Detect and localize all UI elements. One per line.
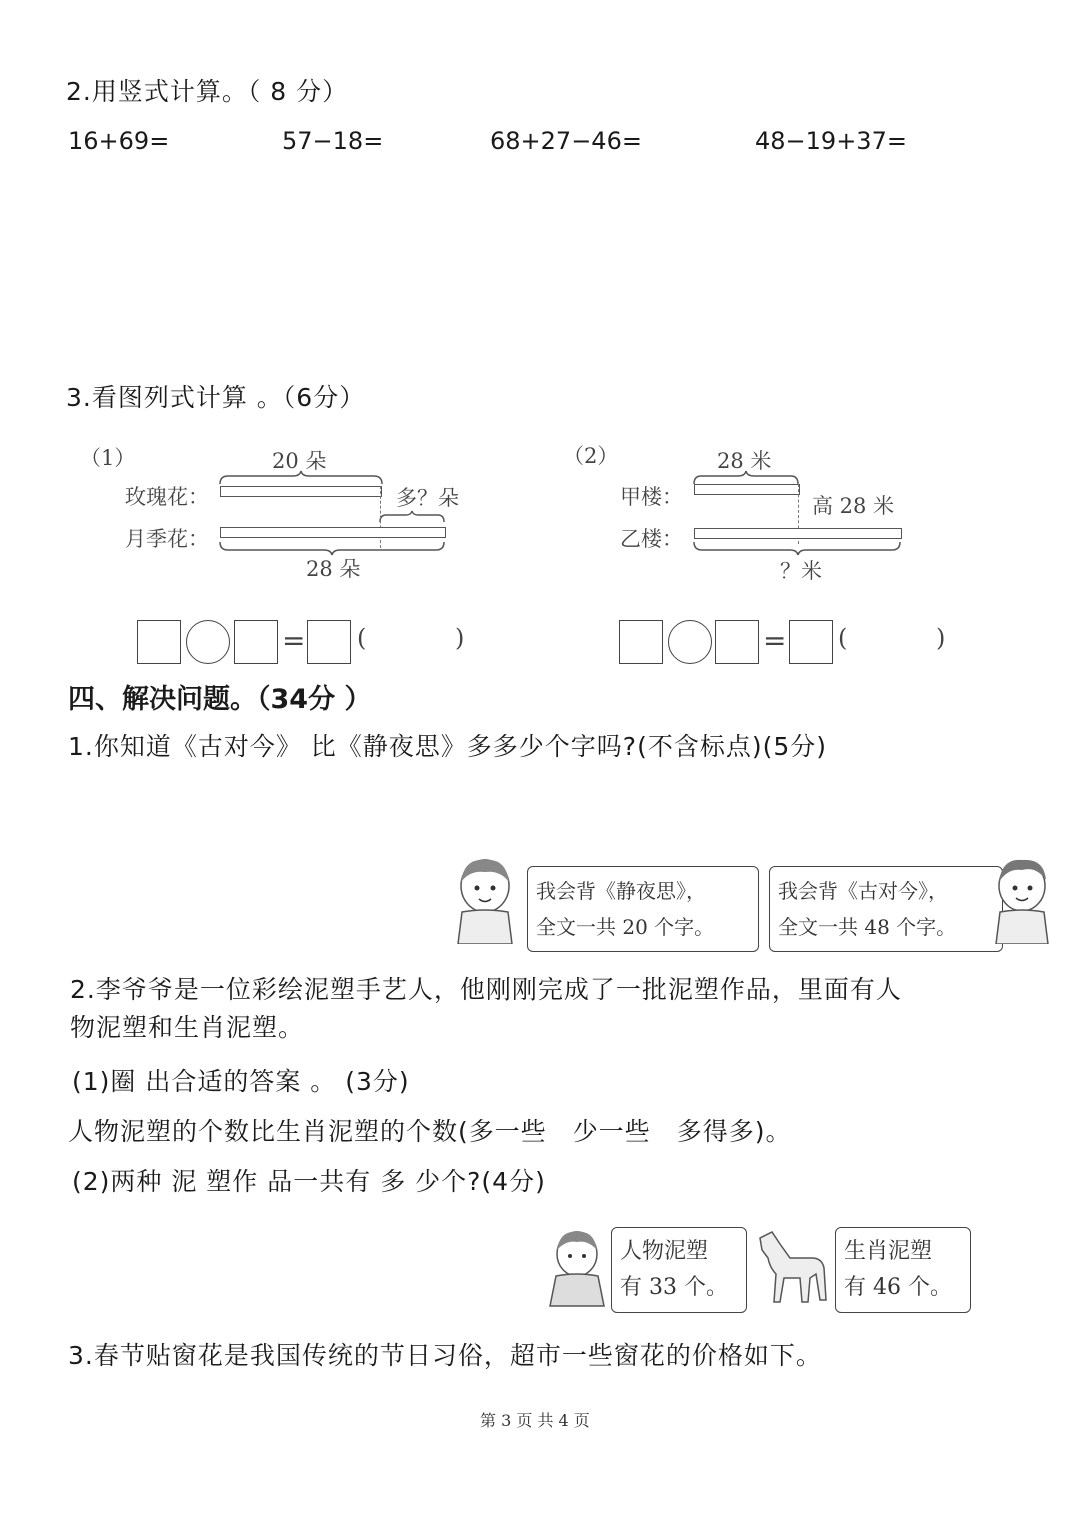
p2-sub1-text: 人物泥塑的个数比生肖泥塑的个数(多一些 少一些 多得多)。 <box>68 1117 792 1146</box>
card-figure-line1: 人物泥塑 <box>620 1239 709 1264</box>
card-zodiac-count <box>835 1227 971 1313</box>
answer-box[interactable] <box>715 620 759 664</box>
page-footer: 第 3 页 共 4 页 <box>480 1411 590 1430</box>
p2-title-line1: 2.李爷爷是一位彩绘泥塑手艺人，他刚刚完成了一批泥塑作品，里面有人 <box>70 975 902 1004</box>
answer-box[interactable] <box>137 620 181 664</box>
fig2-bottom-brace <box>692 540 904 556</box>
expr-4: 48−19+37= <box>755 127 907 155</box>
p2-sub1: (1)圈 出合适的答案 。 (3分) <box>72 1067 410 1096</box>
fig1-bar-rose <box>220 486 382 497</box>
expr-3: 68+27−46= <box>490 127 642 155</box>
speech-bubble-girl <box>527 866 759 952</box>
fig1-top-label: 20 朵 <box>272 449 327 473</box>
p1-title: 1.你知道《古对今》 比《静夜思》多多少个字吗?(不含标点)(5分) <box>68 732 827 761</box>
fig2-bottom-label: ？米 <box>780 559 822 583</box>
fig1-row2-label: 月季花： <box>125 527 209 551</box>
fig2-row2-label: 乙楼： <box>620 527 683 551</box>
expr-2: 57−18= <box>282 127 384 155</box>
fig2-bar-building-a <box>694 484 800 495</box>
operator-circle[interactable] <box>186 620 230 664</box>
answer-box[interactable] <box>234 620 278 664</box>
unit-paren-open: ( <box>357 624 367 652</box>
fig2-bar-building-b <box>694 528 902 539</box>
doll-illustration-icon <box>548 1228 606 1308</box>
equals-sign: = <box>763 624 787 657</box>
bubble-girl-line1: 我会背《静夜思》， <box>536 879 706 903</box>
horse-illustration-icon <box>750 1228 830 1306</box>
fig1-dash-line <box>380 486 381 548</box>
q2-title: 2.用竖式计算。（ 8 分） <box>66 77 349 106</box>
card-zodiac-line1: 生肖泥塑 <box>844 1239 933 1264</box>
unit-paren-close: ) <box>455 624 465 652</box>
fig2-top-label: 28 米 <box>717 449 772 473</box>
fig2-number: （2） <box>563 444 619 468</box>
bubble-boy-line2: 全文一共 48 个字。 <box>778 915 957 939</box>
fig1-diff-brace <box>378 510 446 524</box>
p3-title: 3.春节贴窗花是我国传统的节日习俗，超市一些窗花的价格如下。 <box>68 1341 822 1370</box>
fig1-row1-label: 玫瑰花： <box>125 485 209 509</box>
bubble-girl-line2: 全文一共 20 个字。 <box>536 915 715 939</box>
fig2-diff-label: 高 28 米 <box>812 494 895 518</box>
p2-sub2: (2)两种 泥 塑作 品一共有 多 少个?(4分) <box>72 1167 546 1196</box>
expr-1: 16+69= <box>68 127 170 155</box>
fig1-bottom-label: 28 朵 <box>306 557 361 581</box>
girl-illustration-icon <box>452 852 518 944</box>
answer-box[interactable] <box>619 620 663 664</box>
operator-circle[interactable] <box>668 620 712 664</box>
answer-box[interactable] <box>307 620 351 664</box>
speech-bubble-boy <box>769 866 1003 952</box>
p2-title-line2: 物泥塑和生肖泥塑。 <box>70 1013 305 1042</box>
fig2-row1-label: 甲楼： <box>620 485 683 509</box>
boy-illustration-icon <box>992 852 1058 944</box>
unit-paren-close: ) <box>936 624 946 652</box>
fig1-diff-label: 多？朵 <box>396 486 459 510</box>
card-figure-count <box>611 1227 747 1313</box>
unit-paren-open: ( <box>838 624 848 652</box>
card-zodiac-line2: 有 46 个。 <box>844 1275 952 1300</box>
bubble-boy-line1: 我会背《古对今》， <box>778 879 948 903</box>
fig1-bar-monthly-rose <box>220 527 446 538</box>
answer-box[interactable] <box>789 620 833 664</box>
q3-title: 3.看图列式计算 。（6分） <box>66 383 366 412</box>
equals-sign: = <box>282 624 306 657</box>
fig1-number: （1） <box>80 446 136 470</box>
fig1-top-brace <box>218 470 384 486</box>
card-figure-line2: 有 33 个。 <box>620 1275 728 1300</box>
section-4-title: 四、解决问题。（34分 ） <box>68 684 372 715</box>
